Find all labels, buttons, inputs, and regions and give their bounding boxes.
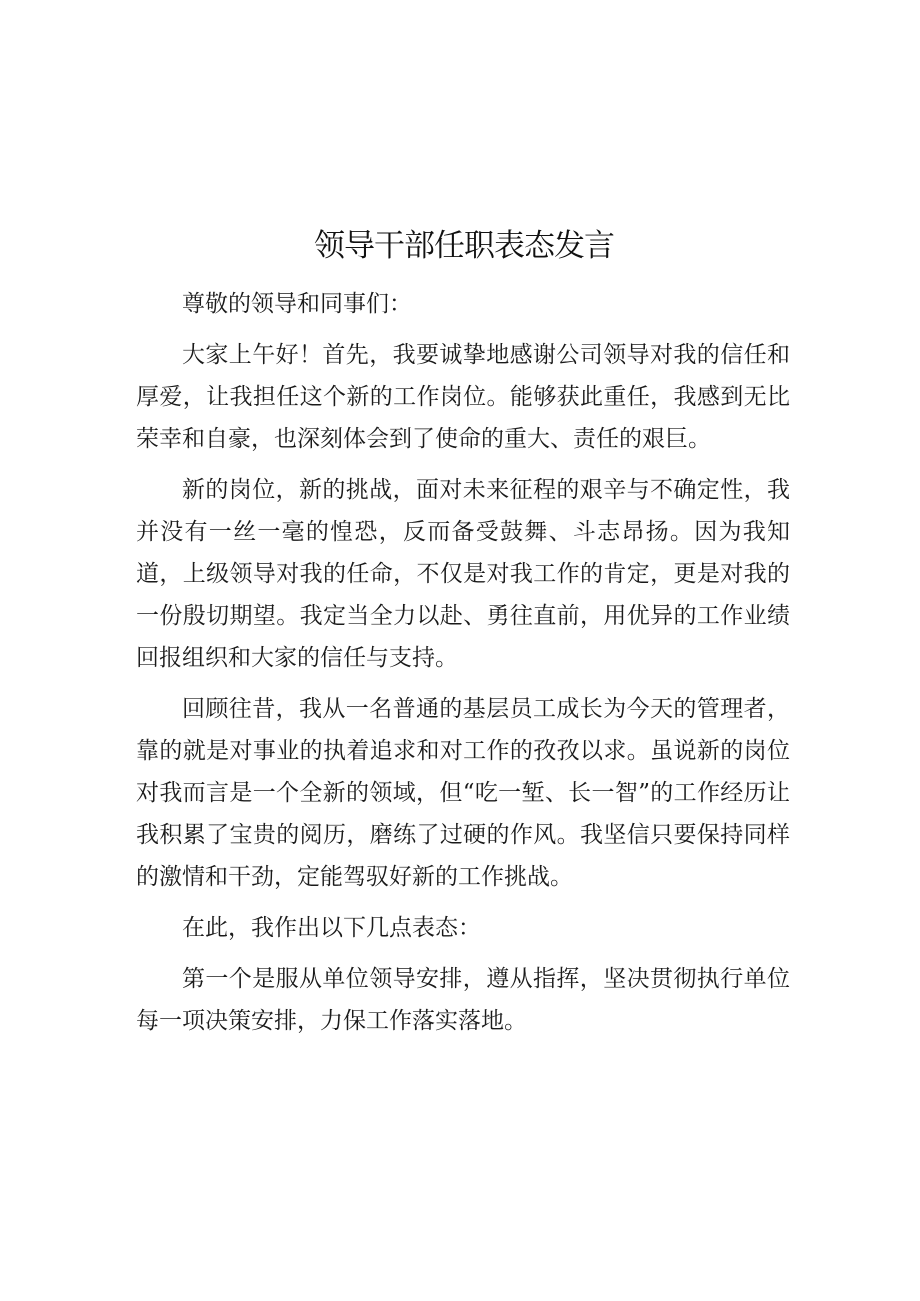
document-body — [136, 283, 790, 1051]
paragraph-new-challenge: 新的岗位，新的挑战，面对未来征程的艰辛与不确定性，我并没有一丝一毫的惶恐，反而备受鼓舞、斗志昂扬。因为我知道，上级领导对我的任命，不仅是对我工作的肯定，更是对我的一份殷切期望。我定当全力以赴、勇往直前，用优异的工作业绩回报组织和大家的信任与支持。 — [136, 477, 790, 671]
paragraph-thanks: 大家上午好！首先，我要诚挚地感谢公司领导对我的信任和厚爱，让我担任这个新的工作岗位。能够获此重任，我感到无比荣幸和自豪，也深刻体会到了使命的重大、责任的艰巨。 — [136, 342, 790, 452]
paragraph-point-one: 第一个是服从单位领导安排，遵从指挥，坚决贯彻执行单位每一项决策安排，力保工作落实落地。 — [136, 966, 790, 1034]
salutation: 尊敬的领导和同事们： — [182, 291, 412, 317]
paragraph-statement-intro: 在此，我作出以下几点表态： — [182, 915, 481, 941]
document-title: 领导干部任职表态发言 — [314, 228, 614, 264]
paragraph-review: 回顾往昔，我从一名普通的基层员工成长为今天的管理者，靠的就是对事业的执着追求和对工作的孜孜以求。虽说新的岗位对我而言是一个全新的领域，但“吃一堑、长一智”的工作经历让我积累了宝贵的阅历，磨练了过硬的作风。我坚信只要保持同样的激情和干劲，定能驾驭好新的工作挑战。 — [136, 696, 790, 890]
